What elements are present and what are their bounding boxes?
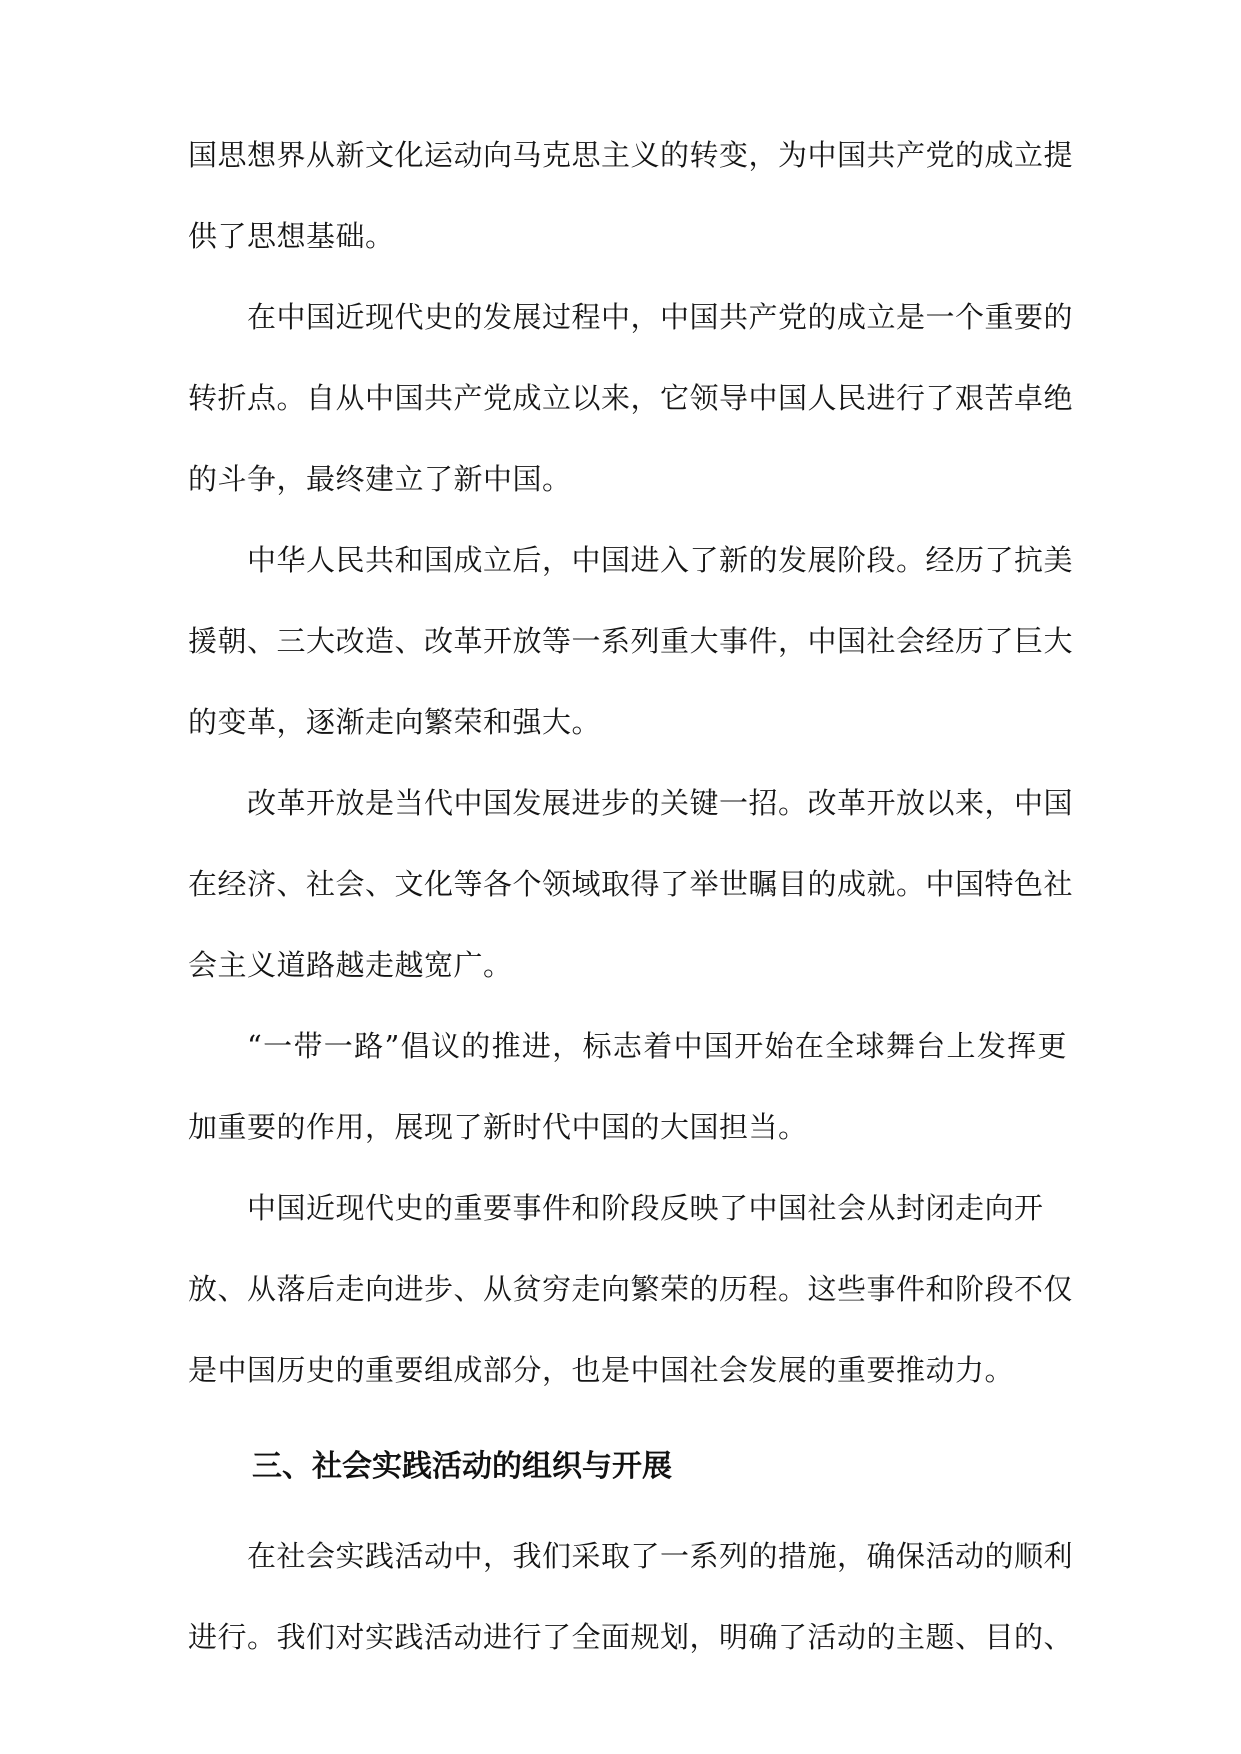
paragraph-line: 中国近现代史的重要事件和阶段反映了中国社会从封闭走向开 xyxy=(247,1191,1044,1225)
paragraph-line: “一带一路”倡议的推进，标志着中国开始在全球舞台上发挥更 xyxy=(247,1029,1067,1063)
paragraph-line: 会主义道路越走越宽广。 xyxy=(188,948,513,982)
paragraph-line: 加重要的作用，展现了新时代中国的大国担当。 xyxy=(188,1110,808,1144)
paragraph-line: 转折点。自从中国共产党成立以来，它领导中国人民进行了艰苦卓绝 xyxy=(188,381,1074,415)
paragraph-line: 的变革，逐渐走向繁荣和强大。 xyxy=(188,705,602,739)
paragraph-line: 的斗争，最终建立了新中国。 xyxy=(188,462,572,496)
paragraph-line: 在经济、社会、文化等各个领域取得了举世瞩目的成就。中国特色社 xyxy=(188,867,1074,901)
paragraph-line: 援朝、三大改造、改革开放等一系列重大事件，中国社会经历了巨大 xyxy=(188,624,1074,658)
paragraph-line: 国思想界从新文化运动向马克思主义的转变，为中国共产党的成立提 xyxy=(188,138,1074,172)
paragraph-line: 放、从落后走向进步、从贫穷走向繁荣的历程。这些事件和阶段不仅 xyxy=(188,1272,1074,1306)
paragraph-line: 在中国近现代史的发展过程中，中国共产党的成立是一个重要的 xyxy=(247,300,1074,334)
paragraph-line: 供了思想基础。 xyxy=(188,219,395,253)
paragraph-line: 进行。我们对实践活动进行了全面规划，明确了活动的主题、目的、 xyxy=(188,1620,1074,1654)
paragraph-line: 是中国历史的重要组成部分，也是中国社会发展的重要推动力。 xyxy=(188,1353,1015,1387)
paragraph-line: 改革开放是当代中国发展进步的关键一招。改革开放以来，中国 xyxy=(247,786,1074,820)
paragraph-line: 中华人民共和国成立后，中国进入了新的发展阶段。经历了抗美 xyxy=(247,543,1074,577)
section-heading: 三、社会实践活动的组织与开展 xyxy=(252,1449,672,1484)
paragraph-line: 在社会实践活动中，我们采取了一系列的措施，确保活动的顺利 xyxy=(247,1539,1074,1573)
